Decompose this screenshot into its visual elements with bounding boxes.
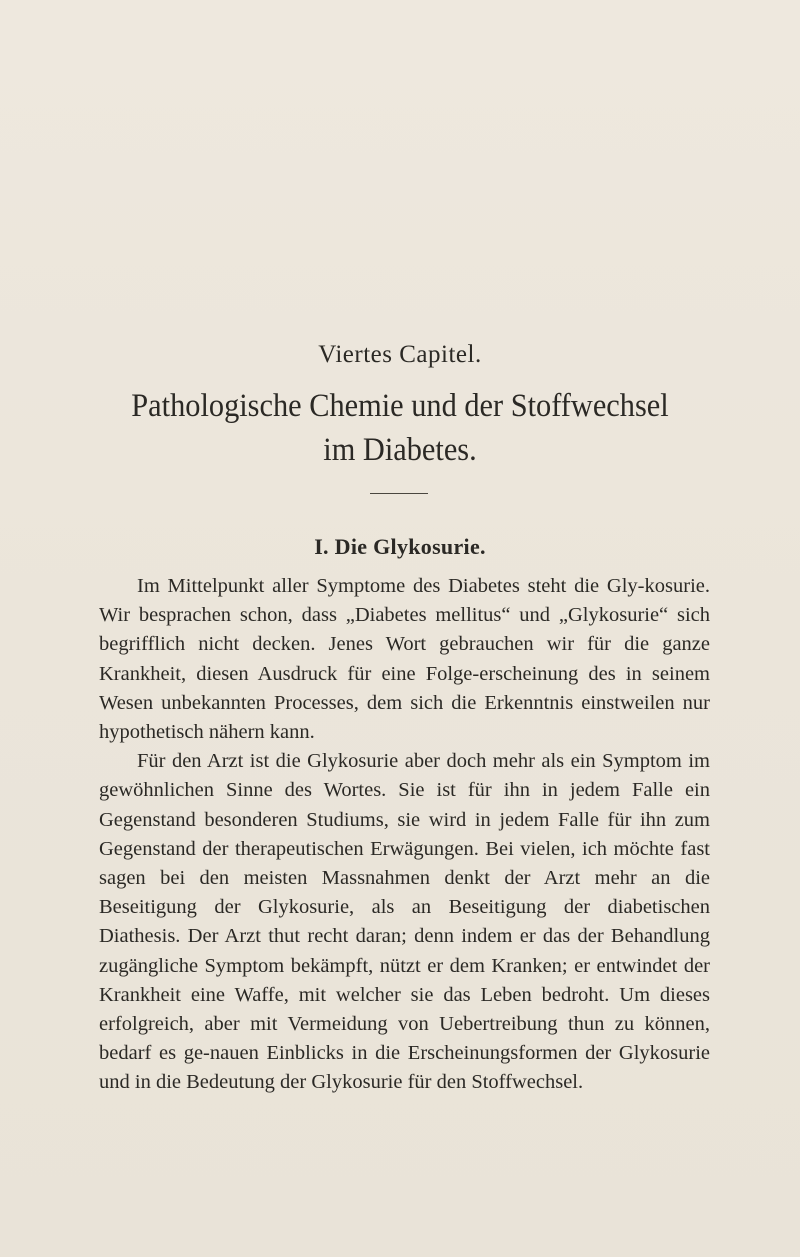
section-divider bbox=[370, 493, 428, 494]
chapter-title-line-1: Pathologische Chemie und der Stoffwechsel bbox=[131, 388, 669, 424]
chapter-title-line-2: im Diabetes. bbox=[323, 432, 477, 468]
chapter-label: Viertes Capitel. bbox=[318, 341, 482, 368]
chapter-title bbox=[32, 384, 768, 472]
paragraph: Für den Arzt ist die Glykosurie aber doch mehr als ein Symptom im gewöhnlichen Sinne des Wortes. Sie ist für ihn in jedem Falle ein Gegenstand besonderen Studiums, sie wird in jedem Falle für ihn zum Gegenstand der therapeutischen Erwägungen. Bei vielen, ich möchte fast sagen bei den meisten Massnahmen denkt der Arzt mehr an die Beseitigung der Glykosurie, als an Beseitigung der diabetischen Diathesis. Der Arzt thut recht daran; denn indem er das der Behandlung zugängliche Symptom bekämpft, nützt er dem Kranken; er entwindet der Krankheit eine Waffe, mit welcher sie das Leben bedroht. Um dieses erfolgreich, aber mit Vermeidung von Uebertreibung thun zu können, bedarf es ge-nauen Einblicks in die Erscheinungsformen der Glykosurie und in die Bedeutung der Glykosurie für den Stoffwechsel. bbox=[99, 750, 710, 1094]
paragraph: Im Mittelpunkt aller Symptome des Diabetes steht die Gly-kosurie. Wir besprachen schon, dass „Diabetes mellitus“ und „Glykosurie“ sich begrifflich nicht decken. Jenes Wort gebrauchen wir für die ganze Krankheit, diesen Ausdruck für eine Folge-erscheinung des in seinem Wesen unbekannten Processes, dem sich die Erkenntnis einstweilen nur hypothetisch nähern kann. bbox=[99, 575, 710, 744]
section-heading: I. Die Glykosurie. bbox=[314, 534, 486, 559]
body-text bbox=[99, 572, 710, 1098]
